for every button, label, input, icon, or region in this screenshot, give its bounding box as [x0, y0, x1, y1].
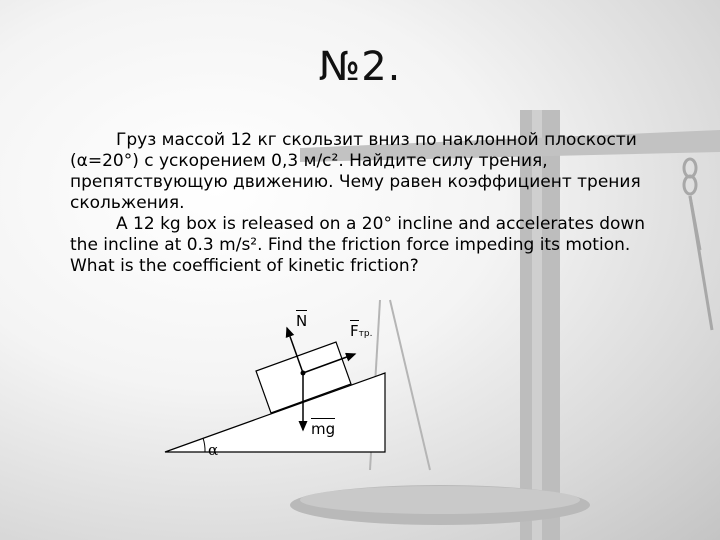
angle-label: α [208, 441, 219, 459]
normal-force-label: N [296, 312, 308, 330]
gravity-label: mg [311, 420, 336, 438]
problem-russian: Груз массой 12 кг скользит вниз по наклонной плоскости (α=20°) с ускорением 0,3 м/с². Найдите силу трения, препятствующую движению. Чему равен коэффициент трения скольжения. [70, 130, 641, 213]
slide-title: №2. [318, 44, 402, 90]
problem-english: A 12 kg box is released on a 20° incline and accelerates down the incline at 0.3 m/s². Find the friction force impeding its motion. What is the coefficient of kinetic friction? [70, 214, 646, 276]
friction-force-label: Fтр. [350, 322, 373, 340]
friction-subscript: тр. [358, 329, 373, 339]
